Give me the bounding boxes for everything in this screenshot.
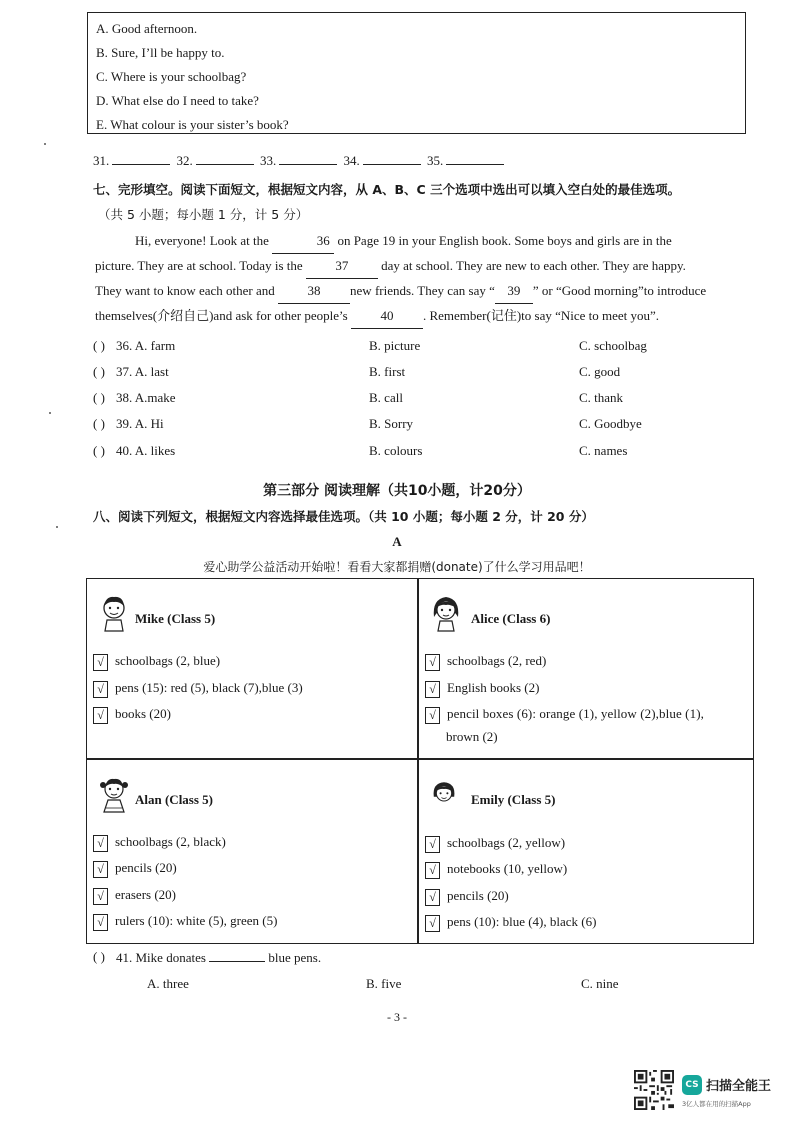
option-c: C. thank — [579, 390, 624, 405]
answer-label-33: 33. — [260, 153, 277, 168]
checkbox-checked-icon: √ — [425, 836, 440, 853]
answer-blank-32[interactable] — [196, 152, 254, 165]
donation-item — [425, 653, 546, 671]
question-37 — [93, 364, 753, 384]
passage-text: day at school. They are new to each other. They are happy. — [381, 258, 686, 273]
item-text: schoolbags (2, black) — [115, 834, 226, 849]
girl-avatar-icon — [429, 593, 463, 633]
donor-name: Mike (Class 5) — [135, 611, 216, 626]
scan-speck — [49, 412, 51, 414]
item-text: English books (2) — [447, 680, 540, 695]
item-text: schoolbags (2, yellow) — [447, 835, 566, 850]
donation-item — [425, 861, 567, 879]
donor-name: Alan (Class 5) — [135, 792, 214, 807]
section8-title: 八、阅读下列短文，根据短文内容选择最佳选项。（共 10 小题；每小题 2 分，计 20 分） — [93, 509, 594, 524]
passage-text: Hi, everyone! Look at the — [135, 233, 269, 248]
item-text: rulers (10): white (5), green (5) — [115, 913, 278, 928]
cloze-line-1 — [95, 228, 743, 254]
section7-subtitle: （共 5 小题；每小题 1 分，计 5 分） — [98, 207, 309, 222]
item-text: pens (15): red (5), black (7),blue (3) — [115, 680, 303, 695]
answer-row — [93, 152, 507, 169]
item-text: pencils (20) — [447, 888, 509, 903]
checkbox-checked-icon: √ — [425, 915, 440, 932]
donor-card-emily — [419, 760, 753, 943]
blank-40[interactable]: 40 — [351, 303, 423, 329]
donation-item-continued: brown (2) — [446, 729, 498, 744]
scanner-watermark — [634, 1070, 784, 1114]
page-number: - 3 - — [387, 1010, 407, 1024]
checkbox-checked-icon: √ — [93, 861, 108, 878]
girl-avatar-icon — [429, 778, 459, 812]
passage-text: picture. They are at school. Today is the — [95, 258, 303, 273]
donor-name: Alice (Class 6) — [471, 611, 551, 626]
passage-text: . Remember(记住)to say “Nice to meet you”. — [422, 308, 660, 323]
donation-item — [93, 653, 220, 671]
item-text: pencil boxes (6): orange (1), yellow (2),blue (1), — [447, 706, 704, 721]
donor-card-alan — [87, 760, 417, 943]
option-b: B. first — [369, 364, 406, 379]
brand-name: 扫描全能王 — [706, 1079, 772, 1094]
answer-paren[interactable]: ( ) — [93, 338, 105, 353]
answer-label-35: 35. — [427, 153, 444, 168]
option-a: A. three — [147, 976, 189, 991]
question-38 — [93, 390, 753, 410]
question-stem: 38. A.make — [116, 390, 176, 405]
donation-item — [93, 913, 277, 931]
item-text: schoolbags (2, blue) — [115, 653, 221, 668]
donation-item — [425, 914, 596, 932]
cloze-line-2 — [95, 253, 743, 279]
donation-item — [93, 706, 171, 724]
item-text: pencils (20) — [115, 860, 177, 875]
question-40 — [93, 443, 753, 463]
option-a: A. Good afternoon. — [96, 21, 198, 36]
option-b: B. five — [366, 976, 402, 991]
question-36 — [93, 338, 753, 358]
checkbox-checked-icon: √ — [425, 889, 440, 906]
answer-paren[interactable]: ( ) — [93, 364, 105, 379]
checkbox-checked-icon: √ — [425, 654, 440, 671]
question-41-options — [93, 976, 753, 996]
checkbox-checked-icon: √ — [93, 888, 108, 905]
item-text: erasers (20) — [115, 887, 176, 902]
item-text: schoolbags (2, red) — [447, 653, 547, 668]
passage-label-a: A — [392, 534, 402, 549]
checkbox-checked-icon: √ — [425, 681, 440, 698]
option-d: D. What else do I need to take? — [96, 93, 259, 108]
option-b: B. colours — [369, 443, 423, 458]
blank-39[interactable]: 39 — [495, 278, 533, 304]
checkbox-checked-icon: √ — [93, 914, 108, 931]
item-text: pens (10): blue (4), black (6) — [447, 914, 597, 929]
answer-paren[interactable]: ( ) — [93, 443, 105, 458]
item-text: notebooks (10, yellow) — [447, 861, 568, 876]
donation-item — [93, 680, 303, 698]
passage-text: on Page 19 in your English book. Some boys and girls are in the — [337, 233, 672, 248]
item-text: books (20) — [115, 706, 171, 721]
question-stem — [116, 949, 321, 966]
option-b: B. picture — [369, 338, 421, 353]
option-b: B. Sorry — [369, 416, 414, 431]
question-stem: 39. A. Hi — [116, 416, 164, 431]
blank-36[interactable]: 36 — [272, 228, 334, 254]
donation-item — [93, 834, 226, 852]
boy-avatar-icon — [97, 593, 131, 633]
part3-title: 第三部分 阅读理解（共10小题，计20分） — [263, 483, 531, 499]
answer-label-31: 31. — [93, 153, 110, 168]
passage-text: ” or “Good morning”to introduce — [532, 283, 707, 298]
question-39 — [93, 416, 753, 436]
donor-card-alice — [419, 579, 753, 758]
camscanner-logo-icon: CS — [682, 1075, 702, 1095]
donation-item — [425, 888, 509, 906]
option-e: E. What colour is your sister’s book? — [96, 117, 289, 132]
answer-paren[interactable]: ( ) — [93, 949, 105, 964]
option-c: C. schoolbag — [579, 338, 647, 353]
question-stem: 37. A. last — [116, 364, 169, 379]
cloze-line-3 — [95, 278, 743, 304]
answer-blank-33[interactable] — [279, 152, 337, 165]
answer-label-34: 34. — [343, 153, 360, 168]
girl-avatar-icon — [97, 774, 131, 814]
option-c: C. Where is your schoolbag? — [96, 69, 247, 84]
answer-blank-31[interactable] — [112, 152, 170, 165]
option-c: C. nine — [581, 976, 619, 991]
question-stem-text: 41. Mike donates — [116, 950, 206, 965]
scan-speck — [56, 526, 58, 528]
checkbox-checked-icon: √ — [93, 681, 108, 698]
question-stem: 40. A. likes — [116, 443, 176, 458]
option-b: B. call — [369, 390, 403, 405]
qr-code-icon — [634, 1070, 674, 1110]
brand-tagline: 3亿人都在用的扫描App — [682, 1100, 751, 1108]
donation-item — [93, 887, 176, 905]
donation-item — [93, 860, 177, 878]
donation-item — [425, 680, 539, 698]
blank-38[interactable]: 38 — [278, 278, 350, 304]
question-stem: 36. A. farm — [116, 338, 176, 353]
question-41 — [93, 949, 753, 969]
option-b: B. Sure, I’ll be happy to. — [96, 45, 225, 60]
donation-item — [425, 835, 565, 853]
blank-37[interactable]: 37 — [306, 253, 378, 279]
answer-paren[interactable]: ( ) — [93, 390, 105, 405]
cloze-line-4 — [95, 303, 743, 329]
checkbox-checked-icon: √ — [425, 707, 440, 724]
answer-blank-34[interactable] — [363, 152, 421, 165]
donation-item — [425, 706, 704, 724]
checkbox-checked-icon: √ — [93, 654, 108, 671]
donor-name: Emily (Class 5) — [471, 792, 556, 807]
passage-text: new friends. They can say “ — [350, 283, 495, 298]
checkbox-checked-icon: √ — [93, 707, 108, 724]
section7-title: 七、完形填空。阅读下面短文，根据短文内容，从 A、B、C 三个选项中选出可以填入空白处的最佳选项。 — [93, 182, 681, 197]
answer-blank-35[interactable] — [446, 152, 504, 165]
scan-speck — [44, 143, 46, 145]
option-c: C. good — [579, 364, 621, 379]
donor-card-mike — [87, 579, 417, 758]
checkbox-checked-icon: √ — [93, 835, 108, 852]
checkbox-checked-icon: √ — [425, 862, 440, 879]
donation-intro: 爱心助学公益活动开始啦！看看大家都捐赠(donate)了什么学习用品吧！ — [203, 560, 591, 574]
passage-text: themselves(介绍自己)and ask for other people’s — [95, 308, 348, 323]
passage-text: They want to know each other and — [95, 283, 275, 298]
option-c: C. names — [579, 443, 628, 458]
options-box — [87, 12, 746, 134]
donation-table — [86, 578, 754, 944]
blank-41[interactable] — [209, 949, 265, 962]
answer-label-32: 32. — [176, 153, 193, 168]
option-c: C. Goodbye — [579, 416, 642, 431]
question-stem-text: blue pens. — [268, 950, 322, 965]
answer-paren[interactable]: ( ) — [93, 416, 105, 431]
